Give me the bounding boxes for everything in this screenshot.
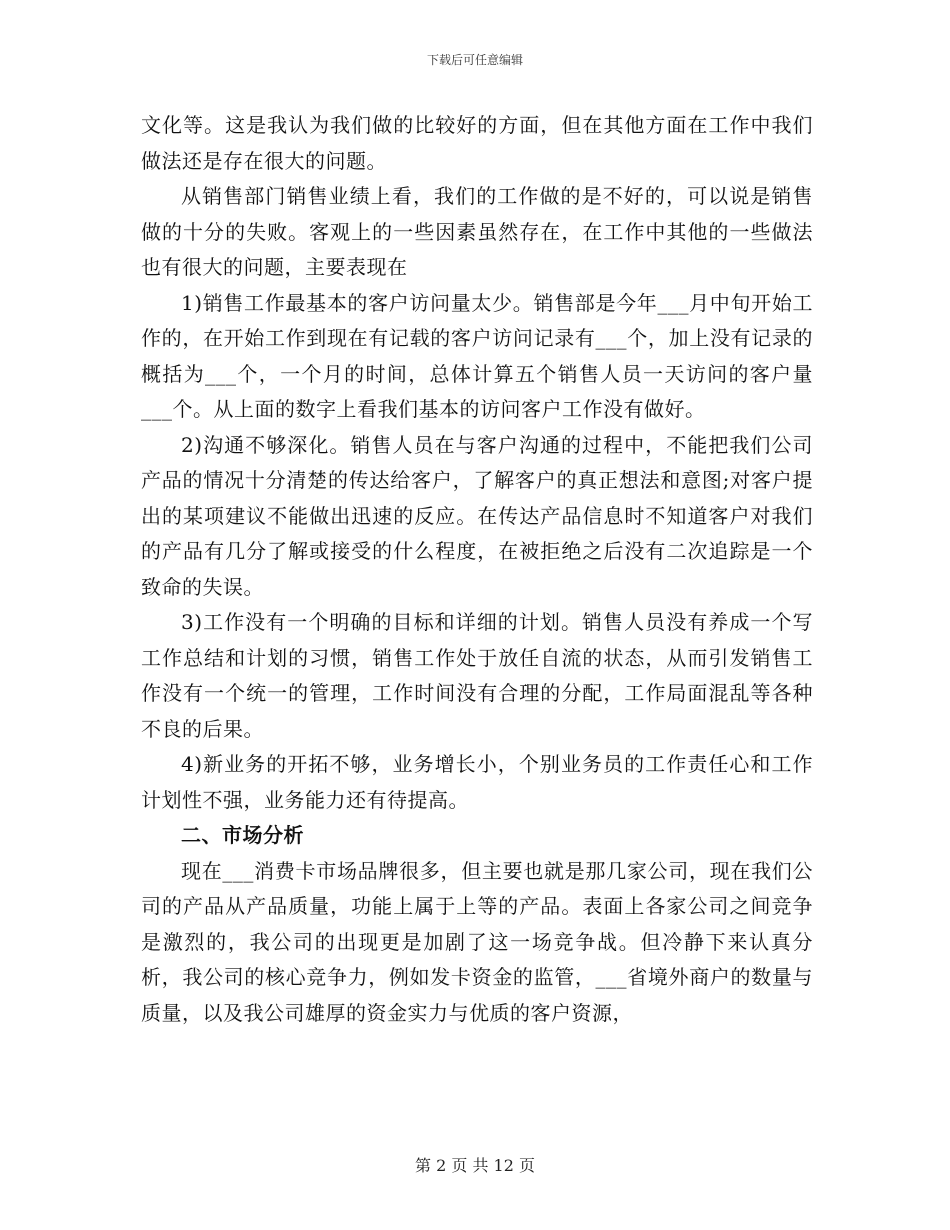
- document-body: [141, 108, 813, 1031]
- paragraph-continuation: 文化等。这是我认为我们做的比较好的方面，但在其他方面在工作中我们做法还是存在很大的问题。: [141, 113, 813, 173]
- paragraph-point-2: 2)沟通不够深化。销售人员在与客户沟通的过程中，不能把我们公司产品的情况十分清楚的传达给客户，了解客户的真正想法和意图;对客户提出的某项建议不能做出迅速的反应。在传达产品信息时不知道客户对我们的产品有几分了解或接受的什么程度，在被拒绝之后没有二次追踪是一个致命的失误。: [141, 432, 813, 599]
- section-heading-market-analysis: 二、市场分析: [181, 823, 304, 847]
- paragraph-sales-performance: 从销售部门销售业绩上看，我们的工作做的是不好的，可以说是销售做的十分的失败。客观上的一些因素虽然存在，在工作中其他的一些做法也有很大的问题，主要表现在: [141, 184, 813, 279]
- page-footer: 第 2 页 共 12 页: [415, 1156, 535, 1175]
- paragraph-point-3: 3)工作没有一个明确的目标和详细的计划。销售人员没有养成一个写工作总结和计划的习惯，销售工作处于放任自流的状态，从而引发销售工作没有一个统一的管理，工作时间没有合理的分配，工作局面混乱等各种不良的后果。: [141, 610, 813, 741]
- paragraph-point-1: 1)销售工作最基本的客户访问量太少。销售部是今年___月中旬开始工作的，在开始工作到现在有记载的客户访问记录有___个，加上没有记录的概括为___个，一个月的时间，总体计算五个销售人员一天访问的客户量___个。从上面的数字上看我们基本的访问客户工作没有做好。: [141, 290, 813, 421]
- paragraph-point-4: 4)新业务的开拓不够，业务增长小，个别业务员的工作责任心和工作计划性不强，业务能力还有待提高。: [141, 752, 813, 812]
- paragraph-market-analysis: 现在___消费卡市场品牌很多，但主要也就是那几家公司，现在我们公司的产品从产品质量，功能上属于上等的产品。表面上各家公司之间竞争是激烈的，我公司的出现更是加剧了这一场竞争战。但冷静下来认真分析，我公司的核心竞争力，例如发卡资金的监管，___省境外商户的数量与质量，以及我公司雄厚的资金实力与优质的客户资源，: [141, 858, 813, 1025]
- page-header: 下载后可任意编辑: [426, 53, 523, 67]
